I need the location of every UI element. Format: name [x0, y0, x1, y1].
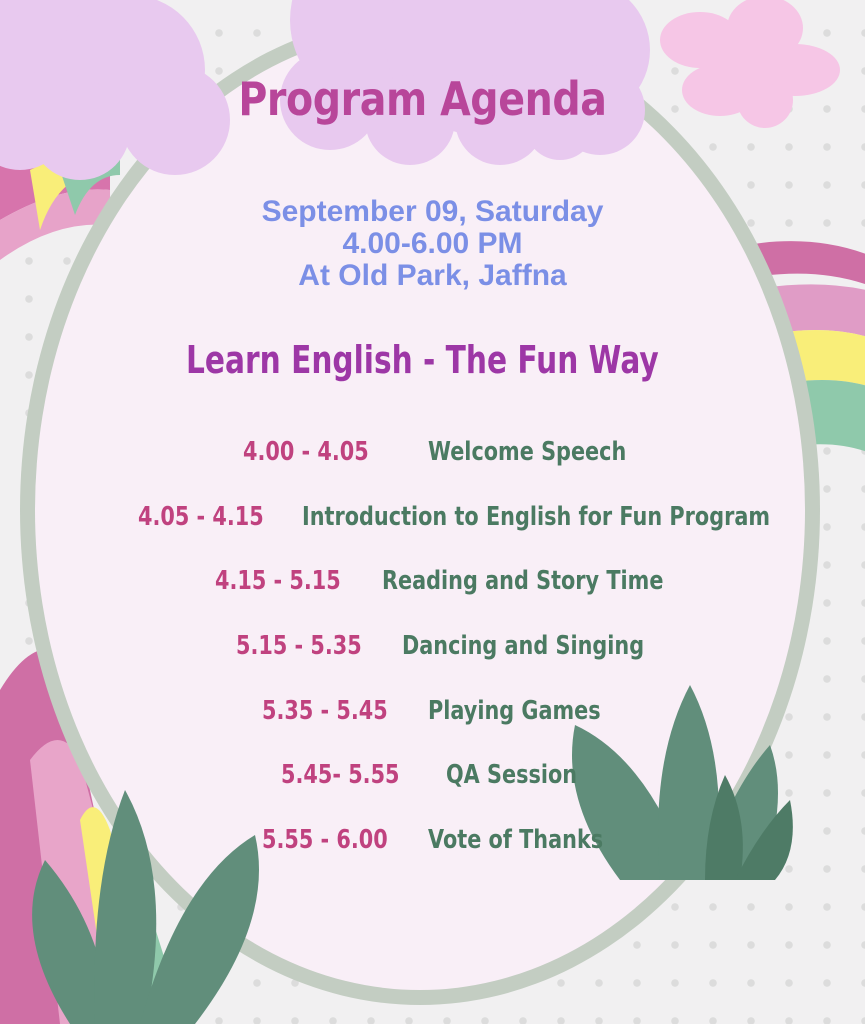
agenda-activity: Welcome Speech [428, 437, 627, 467]
program-subtitle: Learn English - The Fun Way [186, 338, 659, 382]
agenda-activity: Reading and Story Time [382, 566, 664, 596]
event-location: At Old Park, Jaffna [298, 259, 567, 292]
event-date: September 09, Saturday [261, 195, 604, 228]
event-time: 4.00-6.00 PM [342, 227, 523, 260]
agenda-time: 5.45- 5.55 [281, 760, 400, 790]
agenda-time: 5.55 - 6.00 [262, 825, 388, 855]
page-title: Program Agenda [238, 72, 607, 126]
agenda-time: 5.35 - 5.45 [262, 696, 388, 726]
agenda-activity: Playing Games [428, 696, 601, 726]
agenda-time: 5.15 - 5.35 [236, 631, 362, 661]
agenda-activity: Dancing and Singing [402, 631, 645, 661]
agenda-time: 4.15 - 5.15 [215, 566, 341, 596]
agenda-time: 4.00 - 4.05 [243, 437, 369, 467]
agenda-time: 4.05 - 4.15 [138, 502, 264, 532]
agenda-activity: Introduction to English for Fun Program [302, 502, 771, 532]
agenda-activity: Vote of Thanks [428, 825, 604, 855]
agenda-activity: QA Session [446, 760, 578, 790]
